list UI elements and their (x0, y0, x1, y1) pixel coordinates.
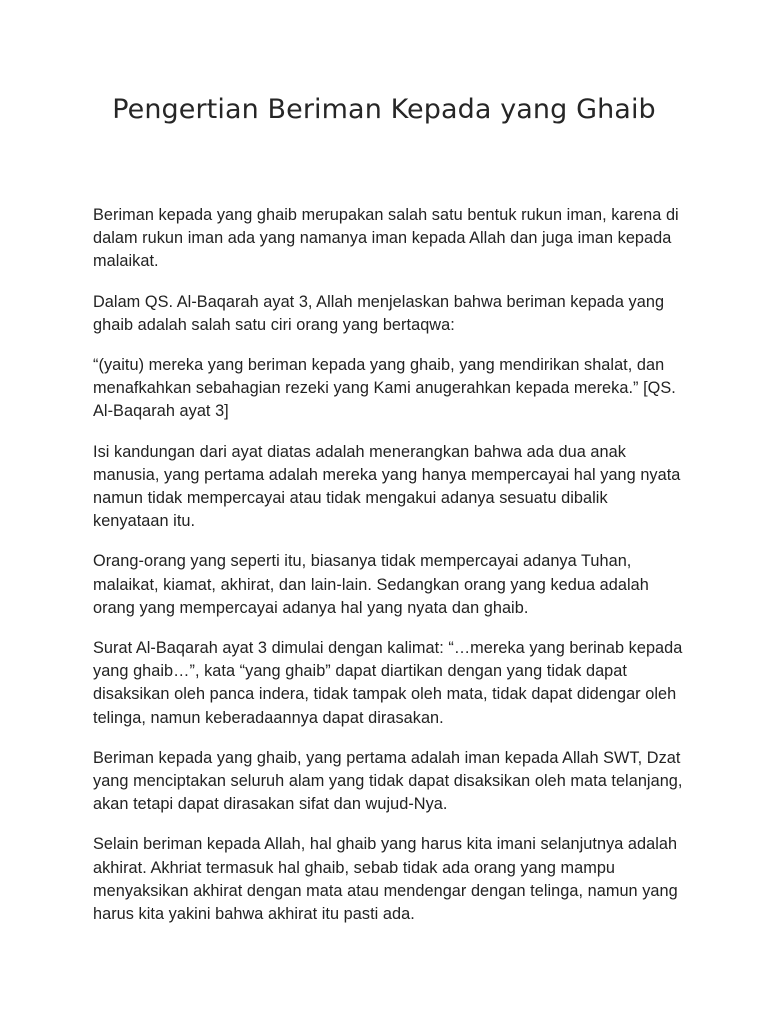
paragraph-8: Selain beriman kepada Allah, hal ghaib yang harus kita imani selanjutnya adalah akhirat. Akhriat termasuk hal ghaib, sebab tidak ada orang yang mampu menyaksikan akhirat dengan mata atau mendengar dengan telinga, namun yang harus kita yakini bahwa akhirat itu pasti ada. (93, 835, 678, 924)
document-title: Pengertian Beriman Kepada yang Ghaib (112, 94, 656, 125)
paragraph-4: Isi kandungan dari ayat diatas adalah menerangkan bahwa ada dua anak manusia, yang pertama adalah mereka yang hanya mempercayai hal yang nyata namun tidak mempercayai atau tidak mengakui adanya sesuatu dibalik kenyataan itu. (93, 442, 681, 531)
paragraph-5: Orang-orang yang seperti itu, biasanya tidak mempercayai adanya Tuhan, malaikat, kiamat, akhirat, dan lain-lain. Sedangkan orang yang kedua adalah orang yang mempercayai adanya hal yang nyata dan ghaib. (93, 552, 649, 617)
paragraph-1: Beriman kepada yang ghaib merupakan salah satu bentuk rukun iman, karena di dalam rukun iman ada yang namanya iman kepada Allah dan juga iman kepada malaikat. (93, 206, 679, 271)
paragraph-7: Beriman kepada yang ghaib, yang pertama adalah iman kepada Allah SWT, Dzat yang menciptakan seluruh alam yang tidak dapat disaksikan oleh mata telanjang, akan tetapi dapat dirasakan sifat dan wujud-Nya. (93, 748, 683, 814)
paragraph-6: Surat Al-Baqarah ayat 3 dimulai dengan kalimat: “…mereka yang berinab kepada yang ghaib…”, kata “yang ghaib” dapat diartikan dengan yang tidak dapat disaksikan oleh panca indera, tidak tampak oleh mata, tidak dapat didengar oleh telinga, namun keberadaannya dapat dirasakan. (93, 639, 683, 727)
paragraph-2: Dalam QS. Al-Baqarah ayat 3, Allah menjelaskan bahwa beriman kepada yang ghaib adalah salah satu ciri orang yang bertaqwa: (93, 292, 665, 334)
paragraph-3-quote: “(yaitu) mereka yang beriman kepada yang ghaib, yang mendirikan shalat, dan menafkahkan sebahagian rezeki yang Kami anugerahkan kepada mereka.” [QS. Al-Baqarah ayat 3] (93, 356, 676, 421)
document-body (93, 204, 683, 943)
